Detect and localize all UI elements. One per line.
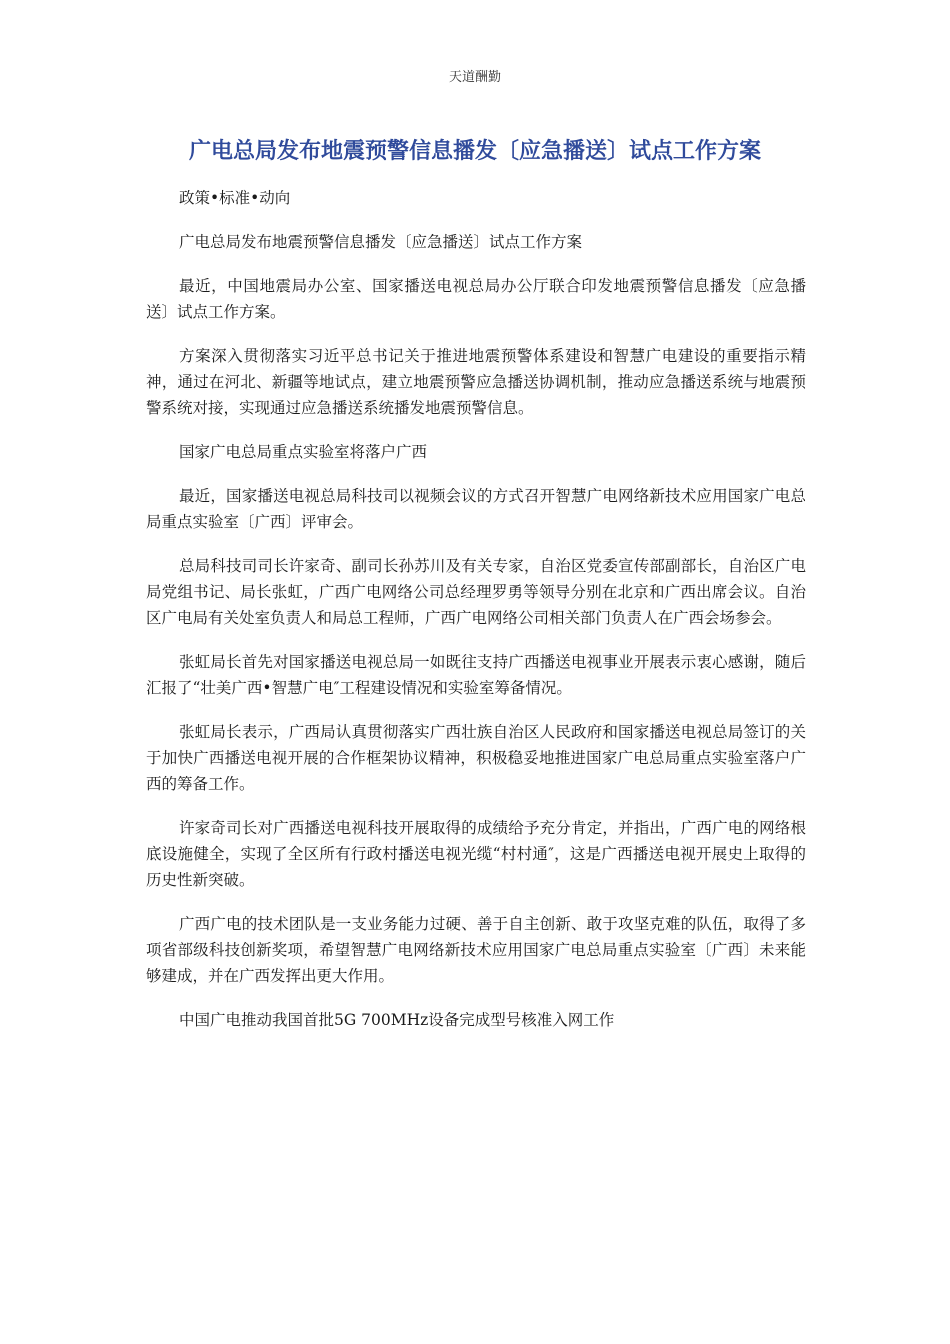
paragraph-section-label: 政策•标准•动向	[179, 189, 291, 207]
page-header: 天道酬勤	[448, 70, 501, 85]
paragraph-subheading-3: 中国广电推动我国首批5G 700MHz设备完成型号核准入网工作	[179, 1011, 615, 1029]
document-body	[146, 185, 806, 1051]
paragraph: 方案深入贯彻落实习近平总书记关于推进地震预警体系建设和智慧广电建设的重要指示精神，通过在河北、新疆等地试点，建立地震预警应急播送协调机制，推动应急播送系统与地震预警系统对接，实现通过应急播送系统播发地震预警信息。	[146, 347, 806, 417]
paragraph-subheading-1: 广电总局发布地震预警信息播发〔应急播送〕试点工作方案	[179, 233, 583, 251]
paragraph-subheading-2: 国家广电总局重点实验室将落户广西	[179, 443, 428, 461]
paragraph: 最近，国家播送电视总局科技司以视频会议的方式召开智慧广电网络新技术应用国家广电总局重点实验室〔广西〕评审会。	[146, 487, 806, 531]
document-title: 广电总局发布地震预警信息播发〔应急播送〕试点工作方案	[188, 139, 761, 164]
paragraph: 张虹局长首先对国家播送电视总局一如既往支持广西播送电视事业开展表示衷心感谢，随后汇报了“壮美广西•智慧广电″工程建设情况和实验室筹备情况。	[146, 653, 806, 697]
paragraph: 张虹局长表示，广西局认真贯彻落实广西壮族自治区人民政府和国家播送电视总局签订的关于加快广西播送电视开展的合作框架协议精神，积极稳妥地推进国家广电总局重点实验室落户广西的筹备工作。	[146, 723, 806, 793]
paragraph: 许家奇司长对广西播送电视科技开展取得的成绩给予充分肯定，并指出，广西广电的网络根底设施健全，实现了全区所有行政村播送电视光缆“村村通″，这是广西播送电视开展史上取得的历史性新突破。	[146, 819, 806, 889]
paragraph: 广西广电的技术团队是一支业务能力过硬、善于自主创新、敢于攻坚克难的队伍，取得了多项省部级科技创新奖项，希望智慧广电网络新技术应用国家广电总局重点实验室〔广西〕未来能够建成，并在广西发挥出更大作用。	[146, 915, 806, 985]
paragraph: 最近，中国地震局办公室、国家播送电视总局办公厅联合印发地震预警信息播发〔应急播送〕试点工作方案。	[146, 277, 806, 321]
paragraph: 总局科技司司长许家奇、副司长孙苏川及有关专家，自治区党委宣传部副部长，自治区广电局党组书记、局长张虹，广西广电网络公司总经理罗勇等领导分别在北京和广西出席会议。自治区广电局有关处室负责人和局总工程师，广西广电网络公司相关部门负责人在广西会场参会。	[146, 557, 806, 627]
